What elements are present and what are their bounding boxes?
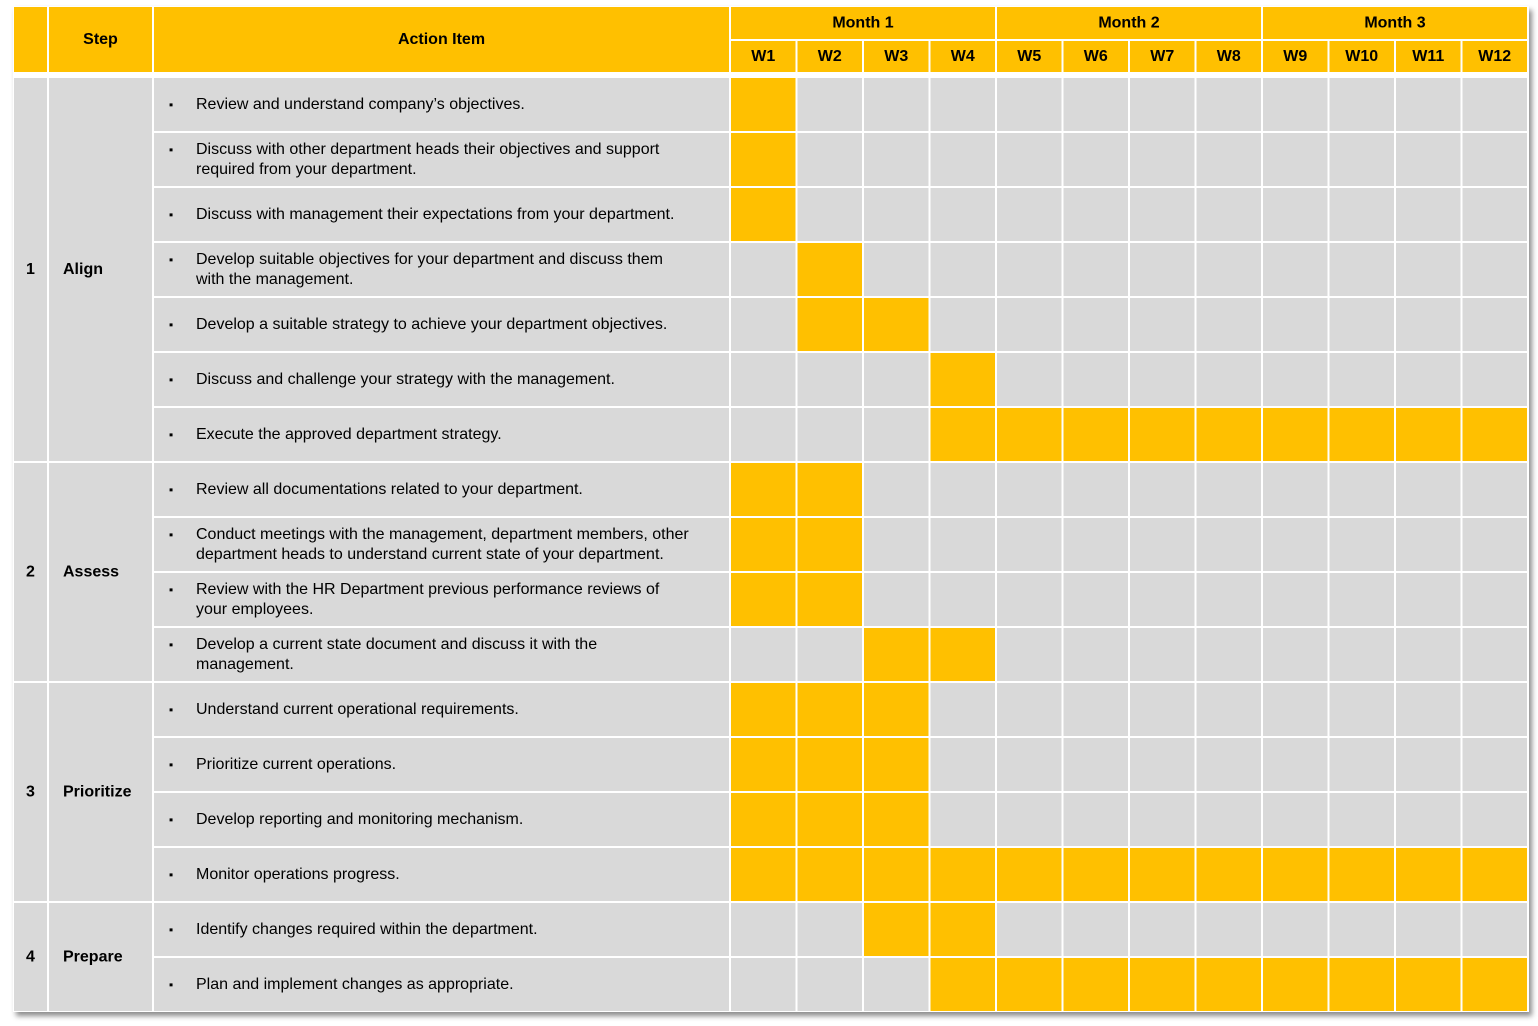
gantt-bar-cell (731, 133, 796, 186)
gantt-empty-cell (1463, 518, 1528, 571)
gantt-bar-cell (798, 848, 863, 901)
gantt-bar-cell (1130, 848, 1195, 901)
gantt-empty-cell (1197, 793, 1262, 846)
gantt-bar-cell (864, 683, 929, 736)
gantt-empty-cell (1197, 903, 1262, 956)
gantt-empty-cell (1064, 188, 1129, 241)
gantt-bar-cell (1396, 958, 1461, 1011)
gantt-empty-cell (1396, 188, 1461, 241)
gantt-empty-cell (997, 903, 1062, 956)
gantt-empty-cell (798, 78, 863, 131)
gantt-empty-cell (864, 353, 929, 406)
gantt-empty-cell (1064, 243, 1129, 296)
gantt-empty-cell (931, 573, 996, 626)
gantt-bar-cell (1197, 848, 1262, 901)
gantt-empty-cell (1396, 243, 1461, 296)
bullet-icon: ▪ (169, 582, 174, 597)
gantt-bar-cell (731, 573, 796, 626)
bullet-icon: ▪ (169, 757, 174, 772)
gantt-empty-cell (1130, 298, 1195, 351)
gantt-empty-cell (1396, 683, 1461, 736)
gantt-bar-cell (1130, 408, 1195, 461)
gantt-bar-cell (798, 683, 863, 736)
gantt-bar-cell (1064, 848, 1129, 901)
gantt-empty-cell (1463, 188, 1528, 241)
gantt-bar-cell (864, 298, 929, 351)
gantt-empty-cell (931, 793, 996, 846)
gantt-empty-cell (997, 353, 1062, 406)
gantt-empty-cell (997, 573, 1062, 626)
gantt-bar-cell (931, 628, 996, 681)
gantt-empty-cell (798, 408, 863, 461)
gantt-empty-cell (1064, 518, 1129, 571)
gantt-empty-cell (1064, 463, 1129, 516)
gantt-bar-cell (798, 738, 863, 791)
gantt-empty-cell (798, 353, 863, 406)
gantt-empty-cell (931, 683, 996, 736)
gantt-empty-cell (997, 793, 1062, 846)
gantt-empty-cell (1463, 298, 1528, 351)
gantt-bar-cell (1064, 958, 1129, 1011)
gantt-bar-cell (1197, 408, 1262, 461)
gantt-empty-cell (1130, 903, 1195, 956)
action-item-text: management. (196, 656, 294, 673)
gantt-empty-cell (1330, 628, 1395, 681)
gantt-empty-cell (1130, 573, 1195, 626)
action-item-text: Prioritize current operations. (196, 756, 397, 773)
gantt-empty-cell (1197, 298, 1262, 351)
step-name: Align (63, 261, 103, 278)
gantt-empty-cell (1463, 573, 1528, 626)
gantt-empty-cell (1130, 683, 1195, 736)
gantt-empty-cell (997, 683, 1062, 736)
gantt-empty-cell (798, 188, 863, 241)
gantt-empty-cell (931, 463, 996, 516)
action-item-text: Develop reporting and monitoring mechanism. (196, 811, 524, 828)
bullet-icon: ▪ (169, 527, 174, 542)
gantt-bar-cell (1330, 958, 1395, 1011)
gantt-empty-cell (997, 628, 1062, 681)
action-item-text: Review all documentations related to your department. (196, 481, 583, 498)
action-item-text: Conduct meetings with the management, department members, other (196, 526, 689, 543)
bullet-icon: ▪ (169, 702, 174, 717)
gantt-empty-cell (731, 628, 796, 681)
gantt-empty-cell (864, 188, 929, 241)
action-item-text: Review and understand company’s objectives. (196, 96, 525, 113)
action-item-text: Understand current operational requirements. (196, 701, 519, 718)
gantt-empty-cell (1130, 738, 1195, 791)
gantt-empty-cell (931, 738, 996, 791)
gantt-bar-cell (1263, 408, 1328, 461)
gantt-empty-cell (1396, 463, 1461, 516)
gantt-empty-cell (1330, 683, 1395, 736)
gantt-empty-cell (731, 243, 796, 296)
gantt-empty-cell (1396, 353, 1461, 406)
action-item-text: department heads to understand current state of your department. (196, 546, 664, 563)
step-name: Prepare (63, 948, 123, 966)
gantt-empty-cell (1130, 793, 1195, 846)
gantt-empty-cell (1130, 188, 1195, 241)
gantt-empty-cell (798, 133, 863, 186)
gantt-empty-cell (1130, 133, 1195, 186)
gantt-empty-cell (1064, 903, 1129, 956)
gantt-empty-cell (1463, 793, 1528, 846)
week-label: W6 (1083, 48, 1108, 65)
header-step-label: Step (83, 31, 118, 48)
gantt-empty-cell (997, 78, 1062, 131)
gantt-empty-cell (1330, 738, 1395, 791)
week-label: W1 (751, 48, 776, 65)
gantt-bar-cell (1330, 408, 1395, 461)
action-item-text: Review with the HR Department previous performance reviews of (196, 581, 660, 598)
gantt-empty-cell (1463, 133, 1528, 186)
gantt-empty-cell (1130, 628, 1195, 681)
gantt-bar-cell (1330, 848, 1395, 901)
gantt-empty-cell (1330, 903, 1395, 956)
gantt-empty-cell (1263, 738, 1328, 791)
gantt-bar-cell (997, 408, 1062, 461)
gantt-empty-cell (1130, 353, 1195, 406)
gantt-empty-cell (1197, 683, 1262, 736)
gantt-bar-cell (997, 848, 1062, 901)
gantt-empty-cell (1130, 518, 1195, 571)
action-item-text: Identify changes required within the department. (196, 921, 538, 938)
bullet-icon: ▪ (169, 372, 174, 387)
bullet-icon: ▪ (169, 637, 174, 652)
gantt-empty-cell (1064, 573, 1129, 626)
gantt-empty-cell (798, 628, 863, 681)
gantt-chart (13, 6, 1529, 1012)
gantt-empty-cell (1197, 738, 1262, 791)
gantt-empty-cell (1130, 243, 1195, 296)
gantt-empty-cell (1396, 628, 1461, 681)
gantt-bar-cell (731, 793, 796, 846)
step-number: 2 (26, 563, 35, 581)
gantt-bar-cell (1263, 848, 1328, 901)
gantt-bar-cell (798, 298, 863, 351)
gantt-empty-cell (1197, 188, 1262, 241)
step-name: Prioritize (63, 783, 132, 801)
gantt-bar-cell (1463, 408, 1528, 461)
bullet-icon: ▪ (169, 317, 174, 332)
gantt-bar-cell (731, 463, 796, 516)
gantt-empty-cell (1396, 518, 1461, 571)
gantt-empty-cell (1263, 188, 1328, 241)
action-item-text: required from your department. (196, 161, 417, 178)
gantt-empty-cell (731, 353, 796, 406)
gantt-empty-cell (798, 903, 863, 956)
gantt-empty-cell (997, 243, 1062, 296)
gantt-empty-cell (1463, 683, 1528, 736)
gantt-empty-cell (1263, 628, 1328, 681)
gantt-empty-cell (931, 298, 996, 351)
gantt-empty-cell (731, 408, 796, 461)
week-label: W12 (1478, 48, 1512, 65)
month-label: Month 2 (1098, 14, 1160, 32)
gantt-empty-cell (864, 573, 929, 626)
bullet-icon: ▪ (169, 812, 174, 827)
gantt-empty-cell (1330, 298, 1395, 351)
week-label: W3 (884, 48, 909, 65)
month-label: Month 1 (832, 14, 894, 32)
gantt-empty-cell (997, 133, 1062, 186)
bullet-icon: ▪ (169, 97, 174, 112)
gantt-bar-cell (731, 683, 796, 736)
gantt-bar-cell (1396, 408, 1461, 461)
week-label: W2 (817, 48, 842, 65)
gantt-bar-cell (864, 738, 929, 791)
gantt-empty-cell (864, 958, 929, 1011)
gantt-empty-cell (1064, 793, 1129, 846)
gantt-empty-cell (1463, 463, 1528, 516)
gantt-empty-cell (1197, 78, 1262, 131)
gantt-bar-cell (731, 518, 796, 571)
gantt-empty-cell (864, 133, 929, 186)
week-label: W11 (1412, 48, 1445, 65)
gantt-bar-cell (1263, 958, 1328, 1011)
gantt-empty-cell (864, 78, 929, 131)
action-item-text: Execute the approved department strategy. (196, 426, 502, 443)
gantt-bar-cell (798, 518, 863, 571)
gantt-bar-cell (1463, 958, 1528, 1011)
gantt-empty-cell (1396, 298, 1461, 351)
gantt-empty-cell (1463, 353, 1528, 406)
gantt-bar-cell (931, 958, 996, 1011)
gantt-bar-cell (997, 958, 1062, 1011)
action-item-text: Monitor operations progress. (196, 866, 400, 883)
bullet-icon: ▪ (169, 867, 174, 882)
gantt-empty-cell (1263, 298, 1328, 351)
gantt-empty-cell (1064, 298, 1129, 351)
gantt-bar-cell (864, 903, 929, 956)
gantt-bar-cell (931, 353, 996, 406)
gantt-bar-cell (931, 848, 996, 901)
gantt-bar-cell (731, 738, 796, 791)
gantt-empty-cell (1197, 243, 1262, 296)
gantt-bar-cell (798, 243, 863, 296)
gantt-empty-cell (1330, 188, 1395, 241)
gantt-empty-cell (731, 298, 796, 351)
gantt-empty-cell (1197, 573, 1262, 626)
gantt-empty-cell (1130, 78, 1195, 131)
bullet-icon: ▪ (169, 922, 174, 937)
gantt-empty-cell (997, 463, 1062, 516)
gantt-empty-cell (864, 243, 929, 296)
gantt-empty-cell (731, 903, 796, 956)
step-number: 1 (26, 261, 35, 278)
bullet-icon: ▪ (169, 252, 174, 267)
week-label: W4 (950, 48, 975, 65)
action-item-text: Develop a suitable strategy to achieve your department objectives. (196, 316, 668, 333)
bullet-icon: ▪ (169, 142, 174, 157)
gantt-empty-cell (1130, 463, 1195, 516)
gantt-empty-cell (997, 738, 1062, 791)
gantt-bar-cell (931, 408, 996, 461)
step-name: Assess (63, 563, 120, 581)
gantt-empty-cell (1064, 353, 1129, 406)
action-item-text: Discuss and challenge your strategy with the management. (196, 371, 615, 388)
gantt-empty-cell (1197, 133, 1262, 186)
bullet-icon: ▪ (169, 207, 174, 222)
month-label: Month 3 (1364, 14, 1426, 32)
action-item-text: Develop a current state document and discuss it with the (196, 636, 598, 653)
gantt-empty-cell (1064, 133, 1129, 186)
gantt-empty-cell (1263, 78, 1328, 131)
gantt-bar-cell (1064, 408, 1129, 461)
gantt-empty-cell (1263, 133, 1328, 186)
gantt-empty-cell (997, 518, 1062, 571)
gantt-bar-cell (864, 848, 929, 901)
gantt-empty-cell (864, 408, 929, 461)
bullet-icon: ▪ (169, 427, 174, 442)
gantt-empty-cell (1330, 353, 1395, 406)
gantt-empty-cell (931, 133, 996, 186)
gantt-empty-cell (1263, 573, 1328, 626)
bullet-icon: ▪ (169, 482, 174, 497)
gantt-empty-cell (1197, 518, 1262, 571)
gantt-bar-cell (798, 793, 863, 846)
gantt-empty-cell (1330, 793, 1395, 846)
gantt-bar-cell (931, 903, 996, 956)
gantt-empty-cell (1463, 903, 1528, 956)
week-label: W10 (1345, 48, 1379, 65)
gantt-empty-cell (931, 78, 996, 131)
gantt-empty-cell (1263, 683, 1328, 736)
gantt-empty-cell (1330, 243, 1395, 296)
gantt-empty-cell (1263, 353, 1328, 406)
gantt-bar-cell (798, 463, 863, 516)
gantt-empty-cell (1396, 133, 1461, 186)
gantt-empty-cell (931, 243, 996, 296)
gantt-bar-cell (1463, 848, 1528, 901)
gantt-empty-cell (1197, 628, 1262, 681)
gantt-bar-cell (731, 188, 796, 241)
gantt-empty-cell (864, 518, 929, 571)
gantt-empty-cell (1064, 738, 1129, 791)
gantt-empty-cell (1396, 573, 1461, 626)
gantt-bar-cell (731, 78, 796, 131)
week-label: W5 (1017, 48, 1042, 65)
action-item-text: your employees. (196, 601, 314, 618)
gantt-empty-cell (1396, 903, 1461, 956)
gantt-empty-cell (1463, 243, 1528, 296)
gantt-empty-cell (1396, 793, 1461, 846)
action-item-text: with the management. (196, 271, 354, 288)
gantt-empty-cell (731, 958, 796, 1011)
gantt-empty-cell (1263, 793, 1328, 846)
gantt-empty-cell (1263, 518, 1328, 571)
step-number: 3 (26, 783, 35, 801)
gantt-empty-cell (1396, 78, 1461, 131)
gantt-empty-cell (1330, 518, 1395, 571)
gantt-empty-cell (1330, 78, 1395, 131)
gantt-empty-cell (1263, 243, 1328, 296)
week-label: W8 (1216, 48, 1241, 65)
gantt-empty-cell (1064, 683, 1129, 736)
gantt-empty-cell (798, 958, 863, 1011)
header-step-number-cell (14, 7, 47, 72)
gantt-bar-cell (1130, 958, 1195, 1011)
gantt-bar-cell (798, 573, 863, 626)
gantt-empty-cell (997, 188, 1062, 241)
gantt-empty-cell (931, 518, 996, 571)
gantt-empty-cell (864, 463, 929, 516)
action-item-text: Develop suitable objectives for your department and discuss them (196, 251, 663, 268)
gantt-empty-cell (1263, 903, 1328, 956)
gantt-frame (13, 6, 1529, 1012)
gantt-empty-cell (1463, 628, 1528, 681)
header-action-label: Action Item (397, 31, 486, 48)
gantt-bar-cell (864, 793, 929, 846)
action-item-text: Discuss with management their expectations from your department. (196, 206, 675, 223)
gantt-empty-cell (1330, 573, 1395, 626)
gantt-empty-cell (1463, 738, 1528, 791)
gantt-bar-cell (1396, 848, 1461, 901)
gantt-empty-cell (1197, 353, 1262, 406)
gantt-empty-cell (1263, 463, 1328, 516)
week-label: W7 (1150, 48, 1175, 65)
gantt-empty-cell (1064, 78, 1129, 131)
action-item-text: Plan and implement changes as appropriate. (196, 976, 514, 993)
gantt-empty-cell (1396, 738, 1461, 791)
gantt-bar-cell (731, 848, 796, 901)
gantt-bar-cell (864, 628, 929, 681)
gantt-empty-cell (997, 298, 1062, 351)
action-item-text: Discuss with other department heads their objectives and support (196, 141, 660, 158)
gantt-empty-cell (1330, 463, 1395, 516)
gantt-empty-cell (1463, 78, 1528, 131)
gantt-empty-cell (931, 188, 996, 241)
gantt-empty-cell (1330, 133, 1395, 186)
gantt-bar-cell (1197, 958, 1262, 1011)
step-number: 4 (26, 948, 35, 966)
gantt-empty-cell (1064, 628, 1129, 681)
gantt-empty-cell (1197, 463, 1262, 516)
week-label: W9 (1283, 48, 1308, 65)
bullet-icon: ▪ (169, 977, 174, 992)
